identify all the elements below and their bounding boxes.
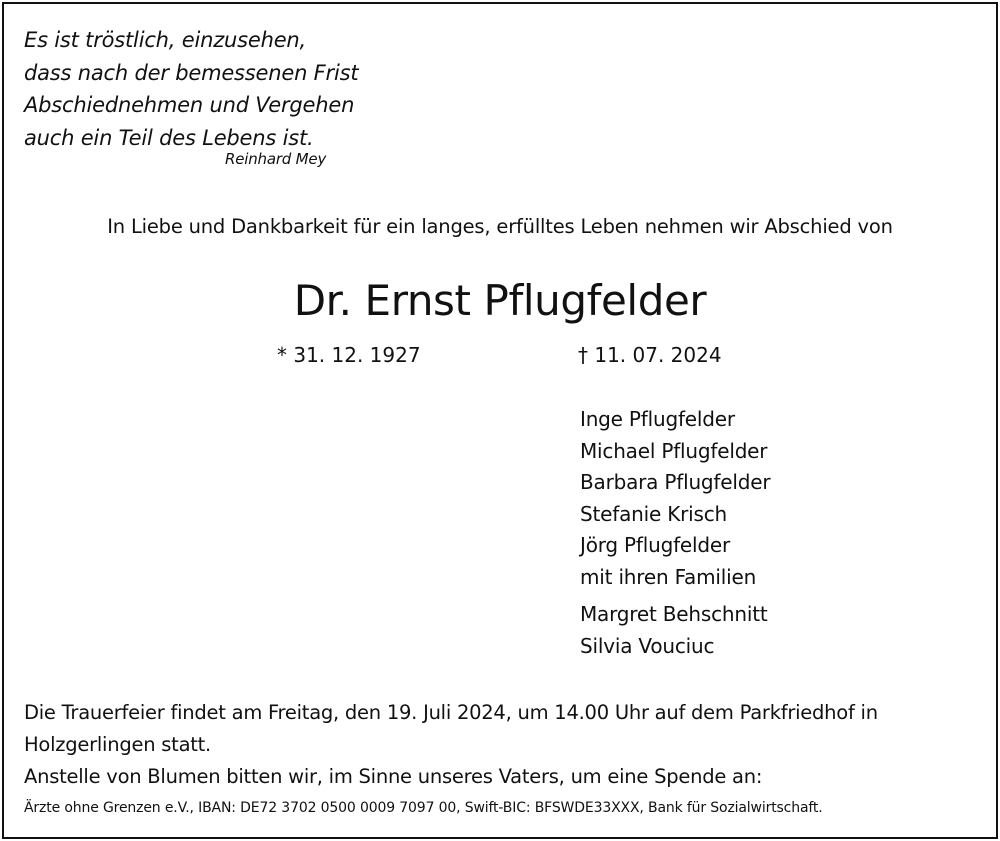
mourners-others-list [580, 599, 767, 662]
quote-line: auch ein Teil des Lebens ist. [24, 125, 314, 150]
funeral-service-text: Die Trauerfeier findet am Freitag, den 19. Juli 2024, um 14.00 Uhr auf dem Parkfriedhof in Holzgerlingen statt. [24, 701, 878, 756]
quote-line: Es ist tröstlich, einzusehen, [24, 28, 307, 52]
quote-line: Abschiednehmen und Vergehen [24, 93, 355, 117]
mourner-note: mit ihren Familien [580, 564, 757, 589]
mourner-name: Margret Behschnitt [580, 602, 768, 626]
mourners-family-list [580, 404, 770, 593]
birth-date: * 31. 12. 1927 [277, 343, 421, 367]
mourner-name: Barbara Pflugfelder [580, 470, 771, 494]
mourner-name: Silvia Vouciuc [580, 633, 715, 658]
death-date: † 11. 07. 2024 [578, 343, 722, 367]
mourner-name: Inge Pflugfelder [580, 407, 735, 431]
quote-line: dass nach der bemessenen Frist [24, 60, 359, 85]
bank-details: Ärzte ohne Grenzen e.V., IBAN: DE72 3702 0500 0009 7097 00, Swift-BIC: BFSWDE33XXX, Bank für Sozialwirtschaft. [24, 800, 823, 816]
quote-block [24, 24, 358, 154]
intro-text: In Liebe und Dankbarkeit für ein langes, erfülltes Leben nehmen wir Abschied von [107, 215, 893, 238]
mourner-name: Michael Pflugfelder [580, 438, 768, 463]
mourner-name: Jörg Pflugfelder [580, 533, 731, 557]
deceased-name: Dr. Ernst Pflugfelder [293, 276, 707, 325]
donation-request: Anstelle von Blumen bitten wir, im Sinne unseres Vaters, um eine Spende an: [24, 765, 763, 788]
mourner-name: Stefanie Krisch [580, 501, 728, 526]
quote-author: Reinhard Mey [225, 150, 327, 168]
